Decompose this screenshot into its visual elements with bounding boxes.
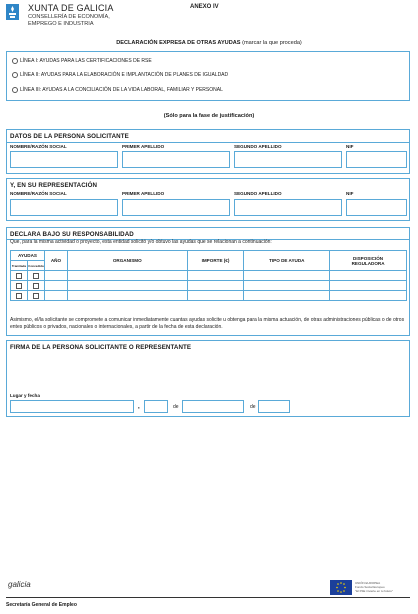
concedida-checkbox[interactable] — [33, 273, 39, 279]
applicant-nif-field[interactable] — [346, 151, 407, 168]
declaration-title: DECLARACIÓN EXPRESA DE OTRAS AYUDAS (marcar la que proceda) — [116, 40, 302, 46]
concedida-checkbox[interactable] — [33, 293, 39, 299]
tramitada-checkbox[interactable] — [16, 283, 22, 289]
radio-line-2[interactable] — [12, 72, 18, 78]
col-tramitada: Tramitada — [11, 261, 28, 271]
anio-cell[interactable] — [44, 291, 67, 301]
section-divider — [7, 142, 409, 143]
label-segundo-apellido: SEGUNDO APELLIDO — [234, 144, 282, 149]
concedida-checkbox[interactable] — [33, 283, 39, 289]
line-option-2[interactable]: LÍNEA II: AYUDAS PARA LA ELABORACIÓN E IMPLANTACIÓN DE PLANES DE IGUALDAD — [12, 72, 228, 78]
organismo-cell[interactable] — [67, 291, 187, 301]
secretaria-label: Secretaría General de Empleo — [6, 602, 77, 608]
tramitada-checkbox[interactable] — [16, 273, 22, 279]
label-nombre: NOMBRE/RAZÓN SOCIAL — [10, 144, 67, 149]
table-header-row — [11, 251, 407, 261]
line-option-1[interactable]: LÍNEA I: AYUDAS PARA LAS CERTIFICACIONES DE RSE — [12, 58, 152, 64]
de-label-2: de — [250, 404, 256, 410]
organismo-cell[interactable] — [67, 281, 187, 291]
disposicion-cell[interactable] — [330, 291, 407, 301]
disposicion-cell[interactable] — [330, 281, 407, 291]
col-disposicion: DISPOSICIÓN REGULADORA — [330, 251, 407, 271]
tipo-cell[interactable] — [244, 271, 330, 281]
col-concedida: Concedida — [27, 261, 44, 271]
label-nif: NIF — [346, 144, 354, 149]
eu-flag-icon — [330, 580, 352, 595]
eu-fund-text: UNIÓN EUROPEA Fondo Social Europeo "El FSE invierte en tu futuro" — [355, 581, 393, 593]
rep-nif-field[interactable] — [346, 199, 407, 216]
department-name: CONSELLERÍA DE ECONOMÍA, EMPREGO E INDUSTRIA — [28, 14, 110, 27]
tipo-cell[interactable] — [244, 281, 330, 291]
label-primer-apellido: PRIMER APELLIDO — [122, 191, 165, 196]
signature-section — [6, 340, 410, 417]
comma-separator: , — [138, 404, 140, 410]
applicant-nombre-field[interactable] — [10, 151, 118, 168]
table-row — [11, 291, 407, 301]
aids-table — [10, 250, 407, 301]
table-row — [11, 271, 407, 281]
brand-name: XUNTA DE GALICIA — [28, 3, 114, 13]
place-field[interactable] — [10, 400, 134, 413]
rep-primer-apellido-field[interactable] — [122, 199, 230, 216]
label-segundo-apellido: SEGUNDO APELLIDO — [234, 191, 282, 196]
rep-nombre-field[interactable] — [10, 199, 118, 216]
importe-cell[interactable] — [187, 291, 244, 301]
importe-cell[interactable] — [187, 271, 244, 281]
col-organismo: ORGANISMO — [67, 251, 187, 271]
de-label-1: de — [173, 404, 179, 410]
label-primer-apellido: PRIMER APELLIDO — [122, 144, 165, 149]
applicant-section — [6, 129, 410, 174]
tramitada-checkbox[interactable] — [16, 293, 22, 299]
line-option-3[interactable]: LÍNEA III: AYUDAS A LA CONCILIACIÓN DE LA VIDA LABORAL, FAMILIAR Y PERSONAL — [12, 87, 223, 93]
lines-selection-box — [6, 51, 410, 101]
declaration-section — [6, 227, 410, 336]
applicant-segundo-apellido-field[interactable] — [234, 151, 342, 168]
xunta-shield-icon — [6, 4, 19, 20]
phase-note: (Sólo para la fase de justificación) — [163, 113, 255, 119]
col-anio: AÑO — [44, 251, 67, 271]
rep-segundo-apellido-field[interactable] — [234, 199, 342, 216]
footer-divider — [6, 597, 410, 598]
applicant-section-title: DATOS DE LA PERSONA SOLICITANTE — [10, 133, 129, 140]
declaration-section-title: DECLARA BAJO SU RESPONSABILIDAD — [10, 231, 134, 238]
tipo-cell[interactable] — [244, 291, 330, 301]
galicia-logo: galicia — [8, 580, 31, 589]
disposicion-cell[interactable] — [330, 271, 407, 281]
organismo-cell[interactable] — [67, 271, 187, 281]
col-importe: IMPORTE (€) — [187, 251, 244, 271]
label-nombre: NOMBRE/RAZÓN SOCIAL — [10, 191, 67, 196]
table-row — [11, 281, 407, 291]
col-ayudas: AYUDAS — [11, 251, 45, 261]
label-lugar-fecha: Lugar y fecha — [10, 393, 40, 398]
importe-cell[interactable] — [187, 281, 244, 291]
commitment-text: Asimismo, el/la solicitante se compromete a comunicar inmediatamente cuantas ayudas solicite u obtenga para la misma actuación, de otras administraciones públicas o de otros entes públicos o privados, nacionales o internacionales, a partir de la fecha de esta declaración. — [10, 317, 405, 330]
applicant-primer-apellido-field[interactable] — [122, 151, 230, 168]
anio-cell[interactable] — [44, 271, 67, 281]
label-nif: NIF — [346, 191, 354, 196]
annex-label: ANEXO IV — [190, 4, 219, 10]
col-tipo: TIPO DE AYUDA — [244, 251, 330, 271]
radio-line-3[interactable] — [12, 87, 18, 93]
radio-line-1[interactable] — [12, 58, 18, 64]
representative-section — [6, 178, 410, 221]
signature-section-title: FIRMA DE LA PERSONA SOLICITANTE O REPRESENTANTE — [10, 344, 192, 351]
day-field[interactable] — [144, 400, 168, 413]
representative-section-title: Y, EN SU REPRESENTACIÓN — [10, 182, 98, 189]
year-field[interactable] — [258, 400, 290, 413]
anio-cell[interactable] — [44, 281, 67, 291]
declaration-intro: Que, para la misma actividad o proyecto, esta entidad solicitó y/o obtuvo las ayudas que se relacionan a continuación: — [10, 239, 272, 245]
month-field[interactable] — [182, 400, 244, 413]
